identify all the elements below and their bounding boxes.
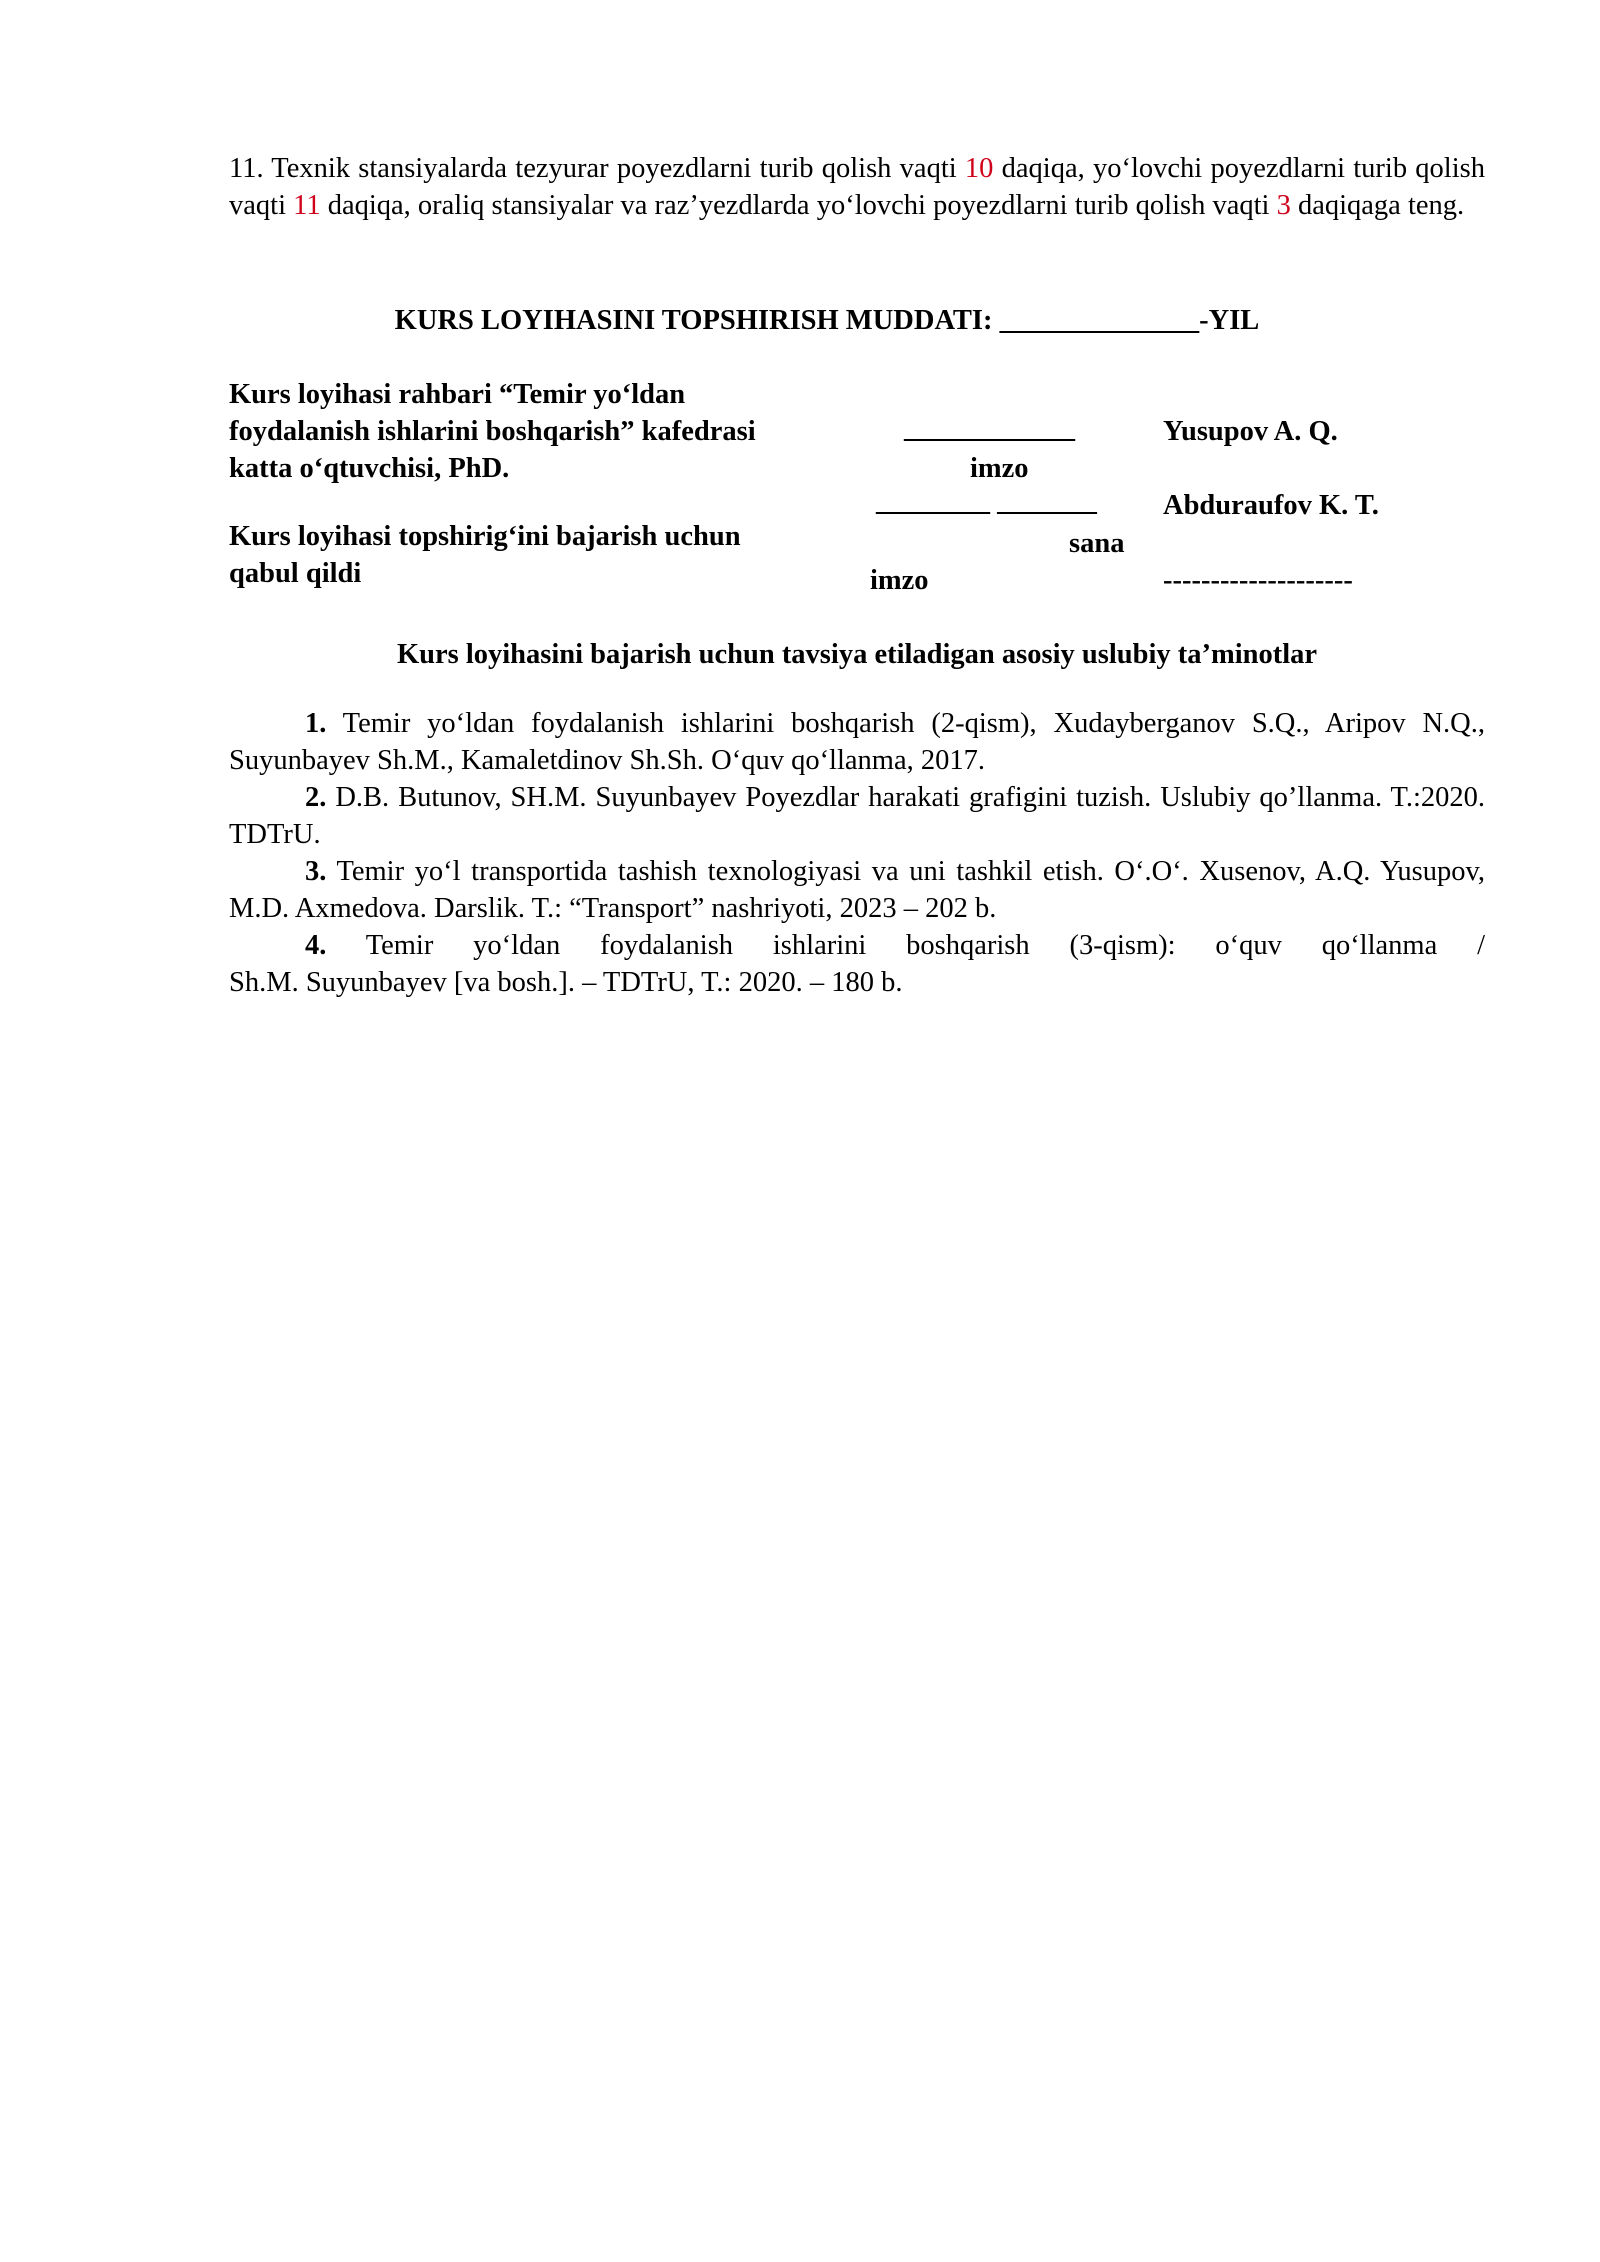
acceptance-name: Abduraufov K. T. bbox=[1163, 490, 1379, 521]
reference-item-4 bbox=[229, 927, 1485, 964]
intermediate-stop-minutes: 3 bbox=[1276, 190, 1291, 221]
acceptance-line-1: Kurs loyihasi topshirig‘ini bajarish uchun bbox=[229, 521, 741, 552]
references-title-text: Kurs loyihasini bajarish uchun tavsiya etiladigan asosiy uslubiy ta’minotlar bbox=[396, 639, 1318, 670]
reference-number: 4. bbox=[305, 930, 327, 961]
submission-deadline bbox=[0, 302, 1600, 339]
reference-item-2 bbox=[229, 779, 1485, 853]
high-speed-stop-minutes: 10 bbox=[964, 153, 994, 184]
reference-number: 2. bbox=[305, 782, 327, 813]
reference-item-4-continued bbox=[229, 964, 1485, 1001]
item-11-paragraph bbox=[229, 150, 1485, 224]
supervisor-signature-label: imzo bbox=[970, 453, 1029, 484]
passenger-stop-minutes: 11 bbox=[293, 190, 321, 221]
acceptance-signature-line bbox=[876, 483, 1097, 520]
acceptance-title bbox=[229, 518, 741, 592]
acceptance-date-label: sana bbox=[1069, 528, 1125, 559]
reference-number: 1. bbox=[305, 708, 327, 739]
acceptance-signature-blank: ________ bbox=[876, 486, 990, 517]
acceptance-line-2: qabul qildi bbox=[229, 558, 362, 589]
references-list bbox=[229, 705, 1485, 1001]
reference-item-1 bbox=[229, 705, 1485, 779]
supervisor-name: Yusupov A. Q. bbox=[1163, 416, 1338, 447]
reference-text: Temir yo‘l transportida tashish texnologiyasi va uni tashkil etish. O‘.O‘. Xusenov, A.Q. Yusupov, M.D. Axmedova. Darslik. T.: “Transport” nashriyoti, 2023 – 202 b. bbox=[229, 856, 1485, 924]
acceptance-dashes: -------------------- bbox=[1163, 565, 1353, 596]
deadline-suffix: -YIL bbox=[1199, 305, 1260, 336]
item-11-text-2: daqiqa, yo‘lovchi poyezdlarni turib qolish vaqti bbox=[229, 153, 1485, 221]
acceptance-date-blank: _______ bbox=[997, 486, 1097, 517]
reference-text: D.B. Butunov, SH.M. Suyunbayev Poyezdlar harakati grafigini tuzish. Uslubiy qo’llanma. T.:2020. TDTrU. bbox=[229, 782, 1485, 850]
acceptance-signature-label: imzo bbox=[870, 565, 929, 596]
reference-item-3 bbox=[229, 853, 1485, 927]
supervisor-signature-line: ____________ bbox=[904, 413, 1075, 444]
reference-text-line-2: Sh.M. Suyunbayev [va bosh.]. – TDTrU, T.: 2020. – 180 b. bbox=[229, 967, 903, 998]
item-11-text-4: daqiqaga teng. bbox=[1290, 190, 1465, 221]
reference-number: 3. bbox=[305, 856, 327, 887]
supervisor-line-1: Kurs loyihasi rahbari “Temir yo‘ldan bbox=[229, 379, 686, 410]
item-11-text-3: daqiqa, oraliq stansiyalar va raz’yezdlarda yo‘lovchi poyezdlarni turib qolish vaqti bbox=[320, 190, 1277, 221]
supervisor-line-3: katta o‘qtuvchisi, PhD. bbox=[229, 453, 510, 484]
references-title bbox=[0, 636, 1600, 673]
supervisor-line-2: foydalanish ishlarini boshqarish” kafedrasi bbox=[229, 416, 756, 447]
reference-text-line-1: Temir yo‘ldan foydalanish ishlarini boshqarish (3-qism): o‘quv qo‘llanma / bbox=[326, 930, 1485, 961]
item-11-text-1: 11. Texnik stansiyalarda tezyurar poyezdlarni turib qolish vaqti bbox=[229, 153, 965, 184]
supervisor-title bbox=[229, 376, 756, 487]
reference-text: Temir yo‘ldan foydalanish ishlarini boshqarish (2-qism), Xudayberganov S.Q., Aripov N.Q., Suyunbayev Sh.M., Kamaletdinov Sh.Sh. O‘quv qo‘llanma, 2017. bbox=[229, 708, 1485, 776]
deadline-label: KURS LOYIHASINI TOPSHIRISH MUDDATI: ______________ bbox=[394, 305, 1200, 336]
